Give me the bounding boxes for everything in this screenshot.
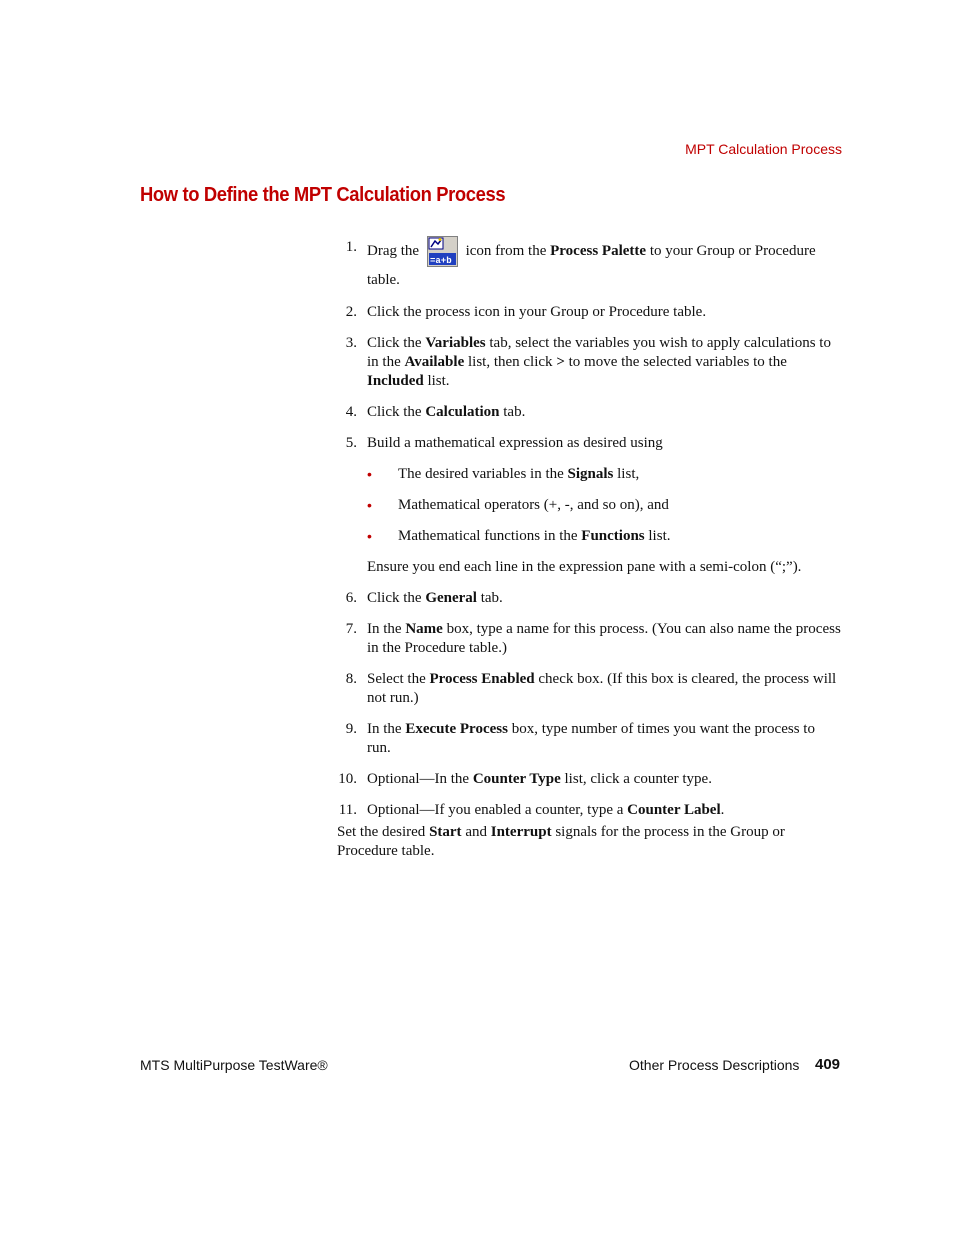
step-number: 4. xyxy=(345,404,357,420)
step-text: check box. (If this box is cleared, the process will not run.) xyxy=(367,671,837,706)
step-text: to your Group or Procedure table. xyxy=(367,243,816,288)
step-body xyxy=(367,801,841,820)
step-body xyxy=(367,670,841,708)
step-number: 9. xyxy=(345,721,357,737)
bullet-text: Mathematical functions in the xyxy=(398,528,582,544)
step-text: Click the xyxy=(367,335,426,351)
step-item xyxy=(337,589,841,608)
closing-text: Set the desired xyxy=(337,824,430,840)
step-ui-term: Execute Process xyxy=(405,721,508,737)
closing-text: signals for the process in the Group or Procedure table. xyxy=(337,824,785,859)
step-item xyxy=(337,801,841,820)
step-text: tab. xyxy=(499,404,526,420)
step-text: Click the xyxy=(367,404,426,420)
procedure-steps xyxy=(337,238,841,832)
step-ui-term: > xyxy=(556,354,565,370)
step-body xyxy=(367,238,841,291)
step-text: Build a mathematical expression as desired using xyxy=(367,435,663,451)
step-body xyxy=(367,770,841,789)
step-text: box, type a name for this process. (You can also name the process in the Procedure table.) xyxy=(367,621,841,656)
step-number: 10. xyxy=(338,771,357,787)
step-number: 5. xyxy=(345,435,357,451)
step-item xyxy=(337,720,841,758)
step-text: tab. xyxy=(476,590,503,606)
step-number: 1. xyxy=(345,239,357,255)
step-text: icon from the xyxy=(461,243,551,259)
step-text: box, type number of times you want the process to run. xyxy=(367,721,815,756)
step-ui-term: Process Palette xyxy=(550,243,647,259)
step-number: 7. xyxy=(345,621,357,637)
calculation-process-icon xyxy=(427,236,458,267)
step-text: to move the selected variables to the xyxy=(564,354,787,370)
step-item xyxy=(337,670,841,708)
step-body xyxy=(367,403,841,422)
bullet-list xyxy=(337,465,841,546)
bullet-marker: • xyxy=(367,466,372,482)
step-number: 6. xyxy=(345,590,357,606)
bullet-marker: • xyxy=(367,497,372,513)
step-ui-term: General xyxy=(425,590,477,606)
step-text: . xyxy=(720,802,725,818)
step-text: In the xyxy=(367,621,406,637)
step-item xyxy=(337,403,841,422)
closing-ui-term: Start xyxy=(429,824,462,840)
running-header: MPT Calculation Process xyxy=(685,141,842,157)
step-ui-term: Process Enabled xyxy=(429,671,535,687)
footer-chapter-title: Other Process Descriptions xyxy=(629,1057,800,1073)
bullet-text: list. xyxy=(644,528,671,544)
step-ui-term: Included xyxy=(367,373,424,389)
bullet-text: The desired variables in the xyxy=(398,466,568,482)
step-number: 2. xyxy=(345,304,357,320)
bullet-marker: • xyxy=(367,528,372,544)
section-title: How to Define the MPT Calculation Process xyxy=(140,184,506,206)
step-text: list. xyxy=(423,373,450,389)
step-text: Click the process icon in your Group or Procedure table. xyxy=(367,304,707,320)
step-number: 3. xyxy=(345,335,357,351)
closing-paragraph xyxy=(337,823,817,861)
step-text: Optional—If you enabled a counter, type a xyxy=(367,802,628,818)
step-item xyxy=(337,334,841,391)
svg-text:=a+b: =a+b xyxy=(429,256,452,266)
step-text: Select the xyxy=(367,671,430,687)
bullet-ui-term: Signals xyxy=(567,466,614,482)
step-text: In the xyxy=(367,721,406,737)
step-number: 11. xyxy=(338,802,357,818)
bullet-item xyxy=(337,465,841,484)
page-number: 409 xyxy=(815,1056,841,1073)
step-ui-term: Name xyxy=(405,621,443,637)
step-item xyxy=(337,434,841,453)
closing-ui-term: Interrupt xyxy=(490,824,552,840)
step-body xyxy=(367,334,841,391)
bullet-text: list, xyxy=(613,466,640,482)
bullet-item xyxy=(337,496,841,515)
bullet-ui-term: Functions xyxy=(581,528,645,544)
closing-text: and xyxy=(461,824,491,840)
bullet-item xyxy=(337,527,841,546)
step-body xyxy=(367,434,841,453)
step-text: tab, select the variables you wish to apply calculations to in the xyxy=(367,335,831,370)
step-ui-term: Counter Label xyxy=(627,802,721,818)
step-item xyxy=(337,303,841,322)
step-text: Optional—In the xyxy=(367,771,473,787)
step-item xyxy=(337,620,841,658)
step-ui-term: Calculation xyxy=(425,404,500,420)
bullet-text: Mathematical operators (+, -, and so on), and xyxy=(398,497,669,513)
step-item xyxy=(337,238,841,291)
step-body xyxy=(367,620,841,658)
step-ui-term: Variables xyxy=(425,335,486,351)
step-text: Drag the xyxy=(367,243,423,259)
step-body xyxy=(367,589,841,608)
step-text: Click the xyxy=(367,590,426,606)
step-ui-term: Counter Type xyxy=(472,771,561,787)
step-body xyxy=(367,720,841,758)
step-number: 8. xyxy=(345,671,357,687)
step-ui-term: Available xyxy=(404,354,465,370)
step-body xyxy=(367,303,841,322)
footer-product-name: MTS MultiPurpose TestWare® xyxy=(140,1057,328,1073)
step-item xyxy=(337,770,841,789)
step-text: list, then click xyxy=(464,354,557,370)
step-note: Ensure you end each line in the expression pane with a semi-colon (“;”). xyxy=(367,559,802,575)
step-text: list, click a counter type. xyxy=(560,771,712,787)
